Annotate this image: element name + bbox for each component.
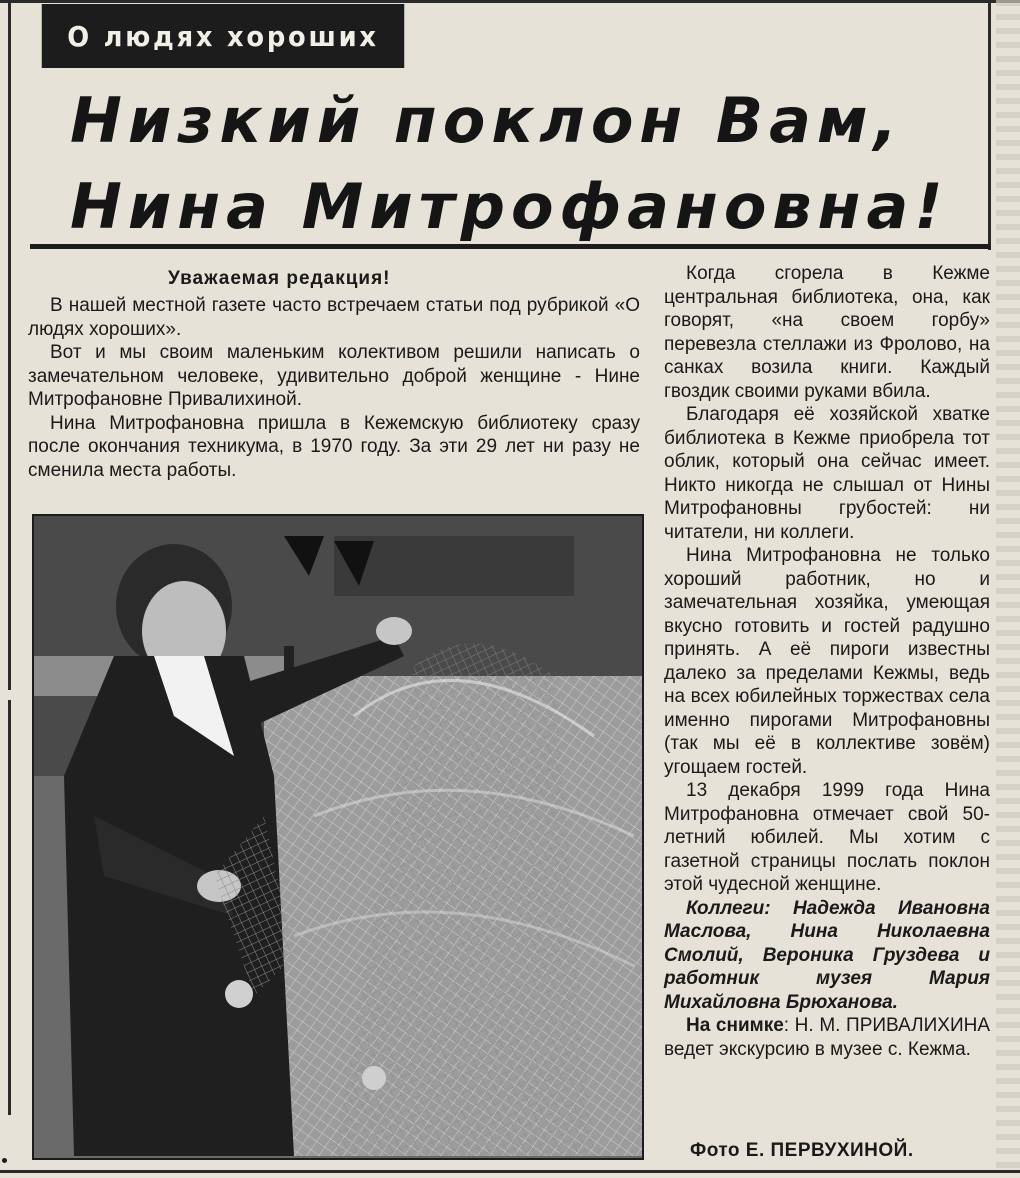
article-photo [32,514,644,1160]
paragraph: Нина Митрофановна не только хороший работник, но и замечательная хозяйка, умеющая вкусно готовить и гостей радушно принять. А её пироги известны далеко за пределами Кежмы, ведь на всех юбилейных торжествах села именно пирогами Митрофановны (так мы её в коллективе зовём) угощаем гостей. [664,545,990,778]
paragraph: 13 декабря 1999 года Нина Митрофановна отмечает свой 50-летний юбилей. Мы хотим с газетной страницы послать поклон этой чудесной женщине. [664,780,990,895]
frame-top-rule [0,0,1020,3]
photo-image [34,516,642,1158]
article-column-left [28,294,640,482]
rubric-banner: О людях хороших [42,4,404,68]
photo-caption [664,1014,990,1061]
frame-left-rule-lower [8,700,11,1115]
headline-line-1: Низкий поклон Вам, [70,84,904,157]
article-column-right [664,262,990,1061]
paragraph: Когда сгорела в Кежме центральная библиотека, она, как говорят, «на своем горбу» перевезла стеллажи из Фролово, на санках возила книги. Каждый гвоздик своими руками вбила. [664,263,990,402]
frame-bottom-rule [0,1170,1020,1173]
frame-left-rule [8,0,11,690]
corner-dot [2,1158,7,1163]
paragraph: Вот и мы своим маленьким колективом решили написать о замечательном человеке, удивительно доброй женщине - Нине Митрофановне Привалихиной. [28,342,640,410]
caption-label: На снимке [686,1015,784,1036]
paragraph: В нашей местной газете часто встречаем статьи под рубрикой «О людях хороших». [28,295,640,340]
frame-right-rule [988,0,991,250]
article-headline [70,78,970,250]
adjacent-column-bleed [996,0,1020,1170]
paragraph: Нина Митрофановна пришла в Кежемскую библиотеку сразу после окончания техникума, в 1970 году. За эти 29 лет ни разу не сменила места работы. [28,412,640,481]
letter-greeting: Уважаемая редакция! [168,268,391,289]
headline-line-2: Нина Митрофановна! [70,170,949,243]
headline-rule [30,244,990,249]
photo-credit: Фото Е. ПЕРВУХИНОЙ. [690,1140,914,1161]
paragraph: Благодаря её хозяйской хватке библиотека в Кежме приобрела тот облик, который она сейчас имеет. Никто никогда не слышал от Нины Митрофановны грубостей: ни читатели, ни коллеги. [664,404,990,543]
letter-signature: Коллеги: Надежда Ивановна Маслова, Нина Николаевна Смолий, Вероника Груздева и работник музея Мария Михайловна Брюханова. [664,897,990,1013]
caption-text: : Н. М. ПРИВАЛИХИНА ведет экскурсию в музее с. Кежма. [664,1015,991,1060]
